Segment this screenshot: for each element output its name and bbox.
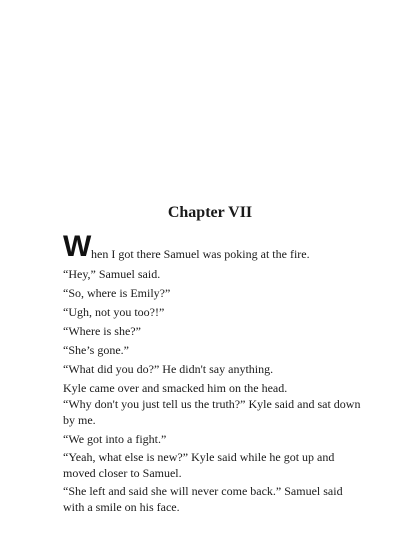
opening-paragraph: [63, 232, 363, 266]
paragraph: Kyle came over and smacked him on the head.: [63, 381, 288, 395]
paragraph: “She left and said she will never come back.” Samuel said with a smile on his face.: [63, 484, 343, 514]
paragraph: “What did you do?” He didn't say anything.: [63, 362, 274, 376]
paragraph: “She’s gone.”: [63, 343, 129, 357]
chapter-title: Chapter VII: [167, 204, 253, 221]
paragraph: “Yeah, what else is new?” Kyle said while he got up and moved closer to Samuel.: [63, 450, 335, 480]
paragraph: “Ugh, not you too?!”: [63, 305, 165, 319]
paragraph: “We got into a fight.”: [63, 432, 167, 446]
drop-cap: W: [63, 230, 92, 263]
paragraph: “Why don't you just tell us the truth?” Kyle said and sat down by me.: [63, 397, 361, 427]
paragraph: “Where is she?”: [63, 324, 141, 338]
paragraph: “Hey,” Samuel said.: [63, 267, 161, 281]
paragraph: “So, where is Emily?”: [63, 286, 171, 300]
chapter-body: [63, 232, 363, 518]
opening-line: hen I got there Samuel was poking at the fire.: [91, 247, 310, 261]
